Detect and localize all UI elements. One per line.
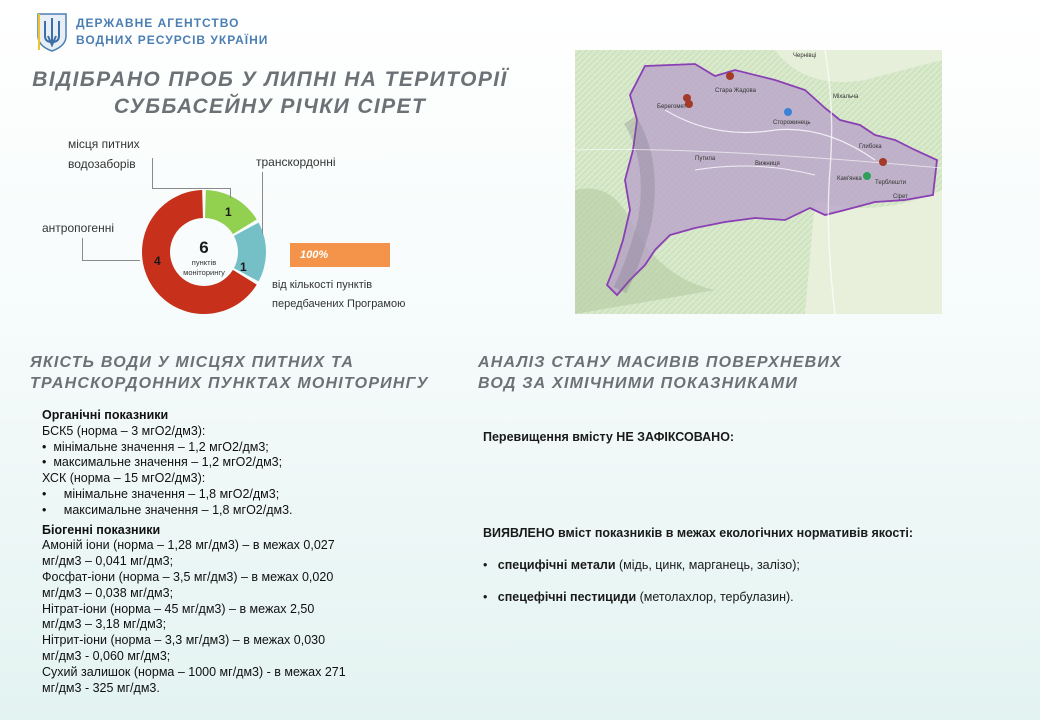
bsk-max: • максимальне значення – 1,2 мгО2/дм3; [42,455,283,470]
percent-description [272,276,442,314]
biogenic-line: Амоній іони (норма – 1,28 мг/дм3) – в межах 0,027 [42,538,335,553]
label-transboundary: транскордонні [256,155,336,169]
segment-value-drinking: 1 [225,205,232,219]
bsk-min-text: мінімальне значення – 1,2 мгО2/дм3; [53,439,269,454]
analysis-heading [478,352,842,394]
xsk-norm: ХСК (норма – 15 мгО2/дм3): [42,471,206,486]
biogenic-line: мг/дм3 – 0,041 мг/дм3; [42,554,174,569]
label-drinking-line2: водозаборів [68,157,136,171]
map-label-mikhalcha: Міхальча [833,94,859,100]
percent-desc-line2: передбачених Програмою [272,298,406,310]
metals-item: • специфічні метали (мідь, цинк, марганець, залізо); [483,558,800,572]
callout-transboundary [262,172,263,234]
biogenic-line: Сухий залишок (норма – 1000 мг/дм3) - в межах 271 [42,664,346,679]
callout-drinking-v [230,188,231,198]
title-line1: ВІДІБРАНО ПРОБ У ЛИПНІ НА ТЕРИТОРІЇ [32,68,508,91]
trident-emblem-icon [36,12,68,52]
donut-center [170,238,238,277]
map-label-kamianka: Кам'янка [837,176,862,182]
pesticides-item: • спецефічні пестициди (метолахлор, тербулазин). [483,590,794,604]
map-label-storozhynets: Сторожинець [773,120,811,126]
analysis-heading-line1: АНАЛІЗ СТАНУ МАСИВІВ ПОВЕРХНЕВИХ [478,354,842,371]
bsk-max-text: максимальне значення – 1,2 мгО2/дм3; [53,455,283,470]
agency-line1: ДЕРЖАВНЕ АГЕНТСТВО [76,16,240,30]
biogenic-line: мг/дм3 – 3,18 мг/дм3; [42,617,167,632]
organic-title: Органічні показники [42,408,169,422]
map-label-hlyboka: Глибока [859,144,882,150]
map-label-chernivtsi: Чернівці [793,53,817,59]
label-drinking-line1: місця питних [68,137,140,151]
metals-item-detail: (мідь, цинк, марганець, залізо); [615,558,800,572]
donut-center-label2: моніторингу [183,268,225,277]
percent-desc-line1: від кількості пунктів [272,279,373,291]
map-label-siret: Сірет [893,194,908,200]
map-label-vyzhnytsia: Вижниця [755,161,780,167]
pesticides-item-detail: (метолахлор, тербулазин). [636,590,794,604]
map-label-berehomet: Берегомет [657,104,687,110]
page-title [0,66,540,120]
biogenic-line: Нітрат-іони (норма – 45 мг/дм3) – в межах 2,50 [42,601,315,616]
callout-drinking [152,158,153,188]
agency-line2: ВОДНИХ РЕСУРСІВ УКРАЇНИ [76,33,269,47]
water-quality-heading-line2: ТРАНСКОРДОННИХ ПУНКТАХ МОНІТОРИНГУ [30,375,429,392]
biogenic-line: Нітрит-іони (норма – 3,3 мг/дм3) – в межах 0,030 [42,633,326,648]
biogenic-line: мг/дм3 – 0,038 мг/дм3; [42,585,174,600]
donut-total: 6 [199,238,209,257]
xsk-min-text: мінімальне значення – 1,8 мгО2/дм3; [63,486,280,501]
label-anthropogenic: антропогенні [42,221,115,235]
subbasin-map [575,50,942,314]
donut-center-label: пунктів [191,258,217,267]
segment-value-anthropogenic: 4 [154,254,161,268]
biogenic-title: Біогенні показники [42,522,161,537]
metals-item-label: специфічні метали [497,558,616,572]
callout-anthropogenic [82,238,83,260]
xsk-min: • мінімальне значення – 1,8 мгО2/дм3; [42,486,280,501]
xsk-max: • максимальне значення – 1,8 мгО2/дм3. [42,502,293,517]
label-drinking [68,134,140,174]
map-label-putyla: Путила [695,156,716,162]
pesticides-item-label: спецефічні пестициди [497,590,637,604]
callout-anthropogenic-h [82,260,140,261]
map-label-stara-zhadova: Стара Жадова [715,88,756,94]
water-quality-details [42,408,432,696]
title-line2: СУББАСЕЙНУ РІЧКИ СІРЕТ [113,95,427,118]
xsk-max-text: максимальне значення – 1,8 мгО2/дм3. [63,502,293,517]
biogenic-line: Фосфат-іони (норма – 3,5 мг/дм3) – в межах 0,020 [42,569,334,584]
water-quality-heading [30,352,429,394]
bsk-min: • мінімальне значення – 1,2 мгО2/дм3; [42,439,269,454]
no-exceedance-text: Перевищення вмісту НЕ ЗАФІКСОВАНО: [483,430,735,444]
water-quality-heading-line1: ЯКІСТЬ ВОДИ У МІСЦЯХ ПИТНИХ ТА [30,354,355,371]
map-label-terbleshty: Терблешти [875,180,906,186]
segment-value-transboundary: 1 [240,260,247,274]
biogenic-line: мг/дм3 - 0,060 мг/дм3; [42,648,171,663]
detected-text: ВИЯВЛЕНО вміст показників в межах екологічних нормативів якості: [483,526,914,540]
callout-drinking-h [152,188,230,189]
analysis-heading-line2: ВОД ЗА ХІМІЧНИМИ ПОКАЗНИКАМИ [478,375,799,392]
biogenic-line: мг/дм3 - 325 мг/дм3. [42,680,160,695]
percent-bar: 100% [290,243,390,267]
agency-name [76,15,268,49]
bsk-norm: БСК5 (норма – 3 мгО2/дм3): [42,423,206,438]
